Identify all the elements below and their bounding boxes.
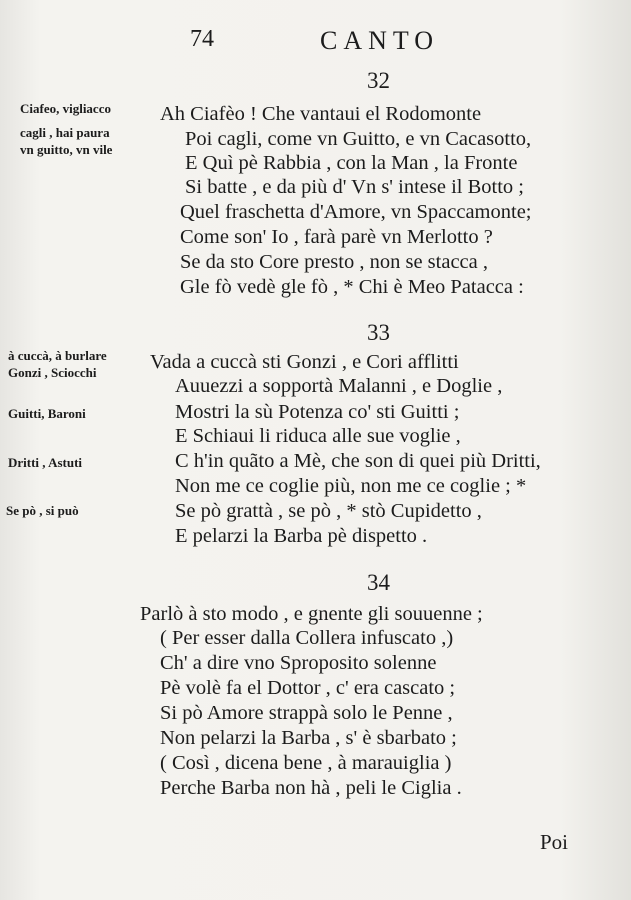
verse-line: Come son' Io , farà parè vn Merlotto ? — [180, 226, 493, 248]
verse-line: ( Così , dicena bene , à marauiglia ) — [160, 752, 452, 774]
verse-line: Se da sto Core presto , non se stacca , — [180, 251, 488, 273]
stanza-number: 32 — [367, 68, 390, 93]
page-header — [0, 26, 631, 56]
margin-note-line: Gonzi , Sciocchi — [8, 365, 97, 380]
verse-line: E Schiaui li riduca alle sue voglie , — [175, 425, 461, 447]
verse-line: Mostri la sù Potenza co' sti Guitti ; — [175, 401, 460, 423]
margin-note-line: à cuccà, à burlare — [8, 348, 107, 363]
margin-note — [6, 502, 79, 519]
verse-line: Poi cagli, come vn Guitto, e vn Cacasotto, — [185, 128, 532, 150]
verse-line: Perche Barba non hà , peli le Ciglia . — [160, 777, 462, 799]
verse-line: Si batte , e da più d' Vn s' intese il Botto ; — [185, 176, 524, 198]
margin-note-line: cagli , hai paura — [20, 125, 110, 140]
running-head: CANTO — [320, 26, 440, 55]
margin-note — [8, 347, 107, 381]
catchword: Poi — [540, 830, 569, 854]
margin-note-line: Se pò , si può — [6, 503, 79, 518]
verse-line: Pè volè fa el Dottor , c' era cascato ; — [160, 677, 456, 699]
verse-line: E pelarzi la Barba pè dispetto . — [175, 525, 428, 547]
verse-line: C h'in quãto a Mè, che son di quei più Dritti, — [175, 450, 541, 472]
margin-note-line: Ciafeo, vigliacco — [20, 101, 111, 116]
stanza-number: 33 — [367, 320, 390, 345]
stanza-number: 34 — [367, 570, 390, 595]
margin-note — [8, 405, 86, 422]
verse-line: Ch' a dire vno Sproposito solenne — [160, 652, 437, 674]
verse-line: Gle fò vedè gle fò , * Chi è Meo Patacca : — [180, 276, 524, 298]
verse-line: Se pò grattà , se pò , * stò Cupidetto , — [175, 500, 482, 522]
verse-line: Si pò Amore strappà solo le Penne , — [160, 702, 453, 724]
margin-note — [20, 100, 111, 117]
margin-note-line: Dritti , Astuti — [8, 455, 83, 470]
verse-line: E Quì pè Rabbia , con la Man , la Fronte — [185, 152, 518, 174]
margin-note-line: vn guitto, vn vile — [20, 142, 113, 157]
verse-line: Quel fraschetta d'Amore, vn Spaccamonte; — [180, 201, 532, 223]
verse-line: ( Per esser dalla Collera infuscato ,) — [160, 627, 454, 649]
verse-line: Non pelarzi la Barba , s' è sbarbato ; — [160, 727, 457, 749]
verse-line: Parlò à sto modo , e gnente gli souuenne ; — [140, 603, 483, 625]
margin-note — [20, 124, 112, 158]
margin-note — [8, 454, 82, 471]
page-number: 74 — [190, 26, 214, 52]
verse-line: Vada a cuccà sti Gonzi , e Cori afflitti — [150, 351, 459, 373]
margin-note-line: Guitti, Baroni — [8, 406, 86, 421]
verse-line: Non me ce coglie più, non me ce coglie ; * — [175, 475, 527, 497]
verse-line: Auuezzi a sopportà Malanni , e Doglie , — [175, 375, 503, 397]
verse-line: Ah Ciafèo ! Che vantaui el Rodomonte — [160, 103, 482, 125]
